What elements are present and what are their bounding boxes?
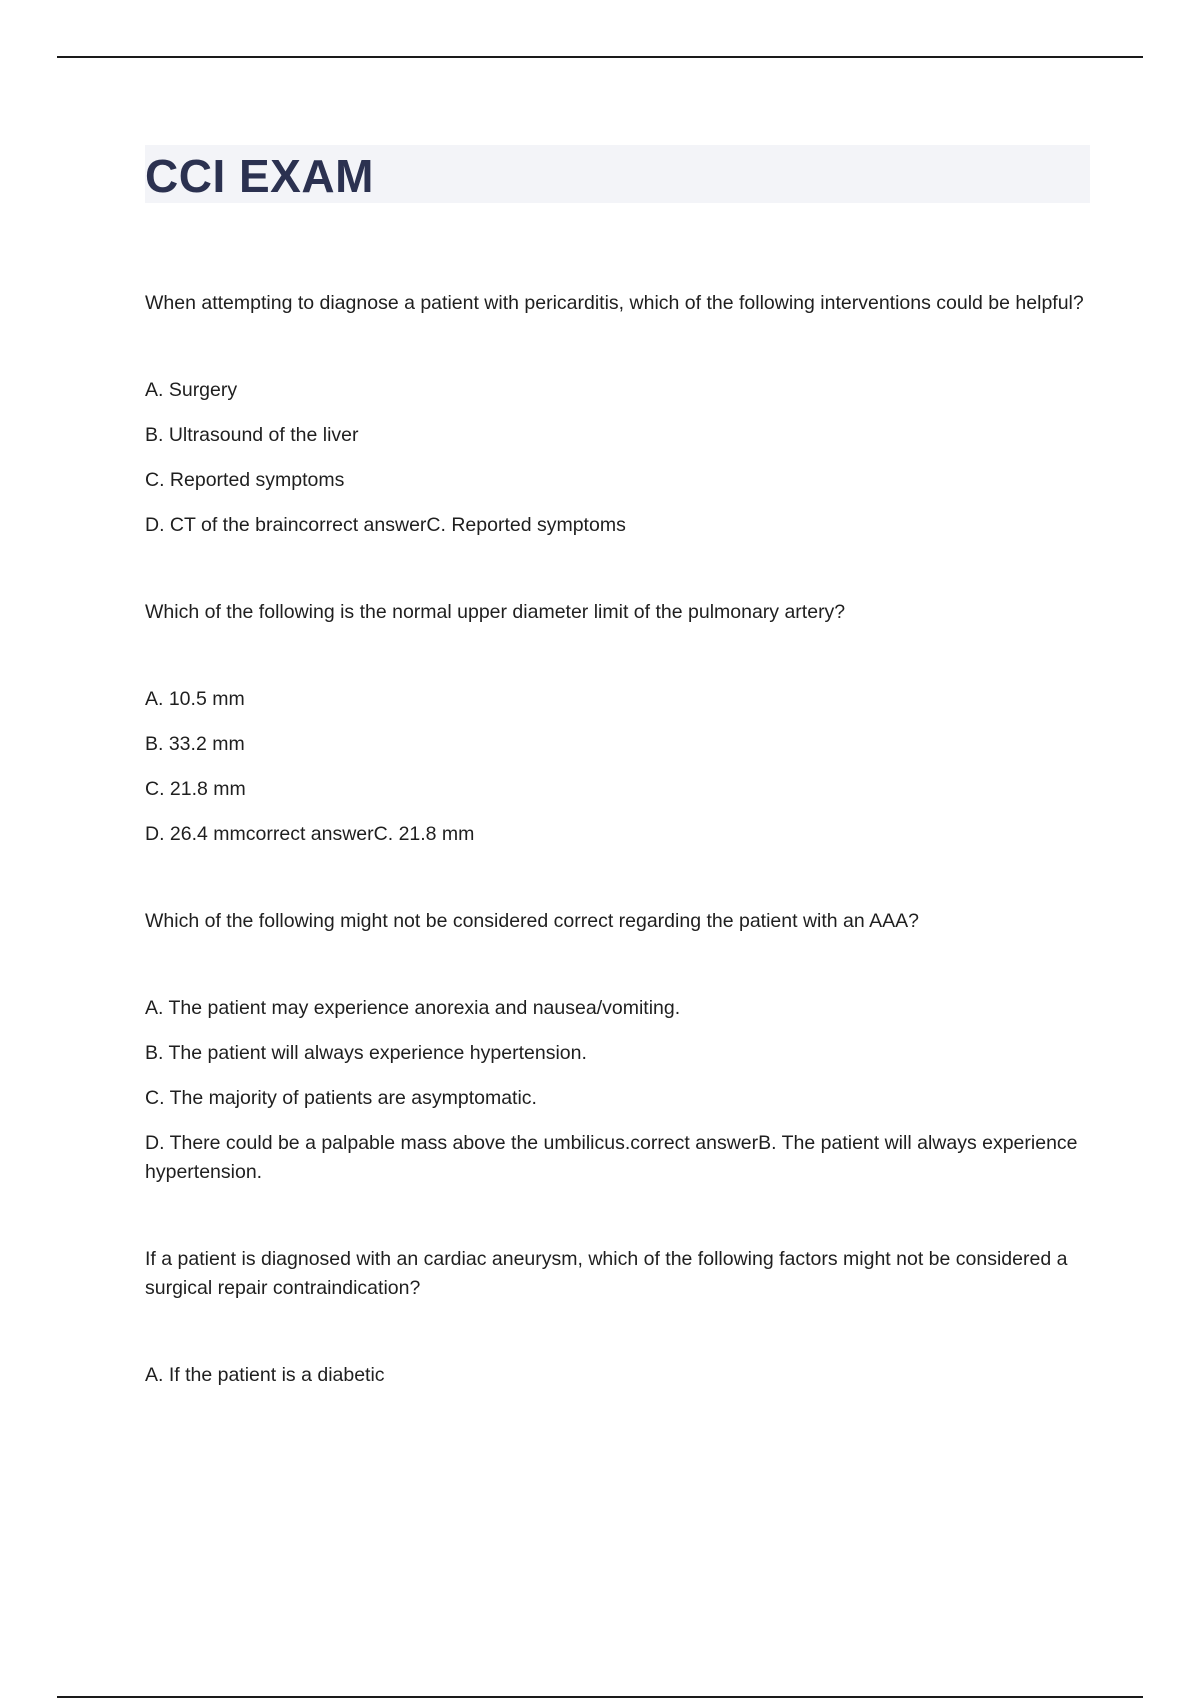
question-2: Which of the following is the normal upper diameter limit of the pulmonary artery? — [145, 601, 846, 623]
option-3d: D. There could be a palpable mass above the umbilicus.correct answerB. The patient will always experience hypertension. — [145, 1132, 1078, 1183]
option-2a: A. 10.5 mm — [145, 688, 245, 710]
option-2b: B. 33.2 mm — [145, 733, 245, 755]
top-rule — [57, 56, 1143, 58]
option-2d: D. 26.4 mmcorrect answerC. 21.8 mm — [145, 823, 475, 845]
options-2 — [145, 685, 1090, 849]
option-1d: D. CT of the braincorrect answerC. Reported symptoms — [145, 514, 626, 536]
options-1 — [145, 376, 1090, 540]
page-content — [145, 145, 1090, 1448]
option-3a: A. The patient may experience anorexia and nausea/vomiting. — [145, 997, 681, 1019]
option-3c: C. The majority of patients are asymptomatic. — [145, 1087, 537, 1109]
question-1: When attempting to diagnose a patient with pericarditis, which of the following interventions could be helpful? — [145, 292, 1084, 314]
option-4a: A. If the patient is a diabetic — [145, 1364, 385, 1386]
options-4 — [145, 1361, 1090, 1390]
question-3: Which of the following might not be considered correct regarding the patient with an AAA? — [145, 910, 919, 932]
option-2c: C. 21.8 mm — [145, 778, 246, 800]
title-band — [145, 145, 1090, 203]
bottom-rule — [57, 1696, 1143, 1698]
option-1c: C. Reported symptoms — [145, 469, 345, 491]
option-1a: A. Surgery — [145, 379, 238, 401]
option-3b: B. The patient will always experience hypertension. — [145, 1042, 587, 1064]
option-1b: B. Ultrasound of the liver — [145, 424, 359, 446]
question-4: If a patient is diagnosed with an cardiac aneurysm, which of the following factors might not be considered a surgical repair contraindication? — [145, 1248, 1068, 1299]
page-title: CCI EXAM — [145, 150, 374, 202]
options-3 — [145, 994, 1090, 1187]
